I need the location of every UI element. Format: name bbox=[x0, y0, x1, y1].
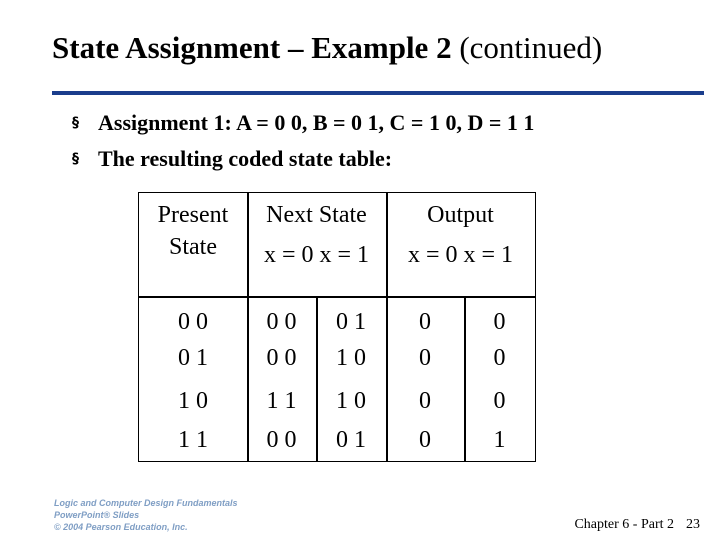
cell-present-state: 0 1 bbox=[178, 345, 208, 371]
cell-present-state: 0 0 bbox=[178, 309, 208, 335]
slide-footer bbox=[574, 517, 700, 533]
cell-next-x0: 0 0 bbox=[266, 309, 297, 335]
cell-next-x0: 0 0 bbox=[266, 345, 297, 371]
header-next-state: Next State bbox=[266, 202, 367, 228]
coded-state-table bbox=[138, 192, 536, 462]
cell-next-x1: 1 0 bbox=[336, 388, 366, 414]
bullet-icon: § bbox=[72, 151, 79, 167]
header-output: Output bbox=[427, 202, 494, 228]
cell-present-state: 1 0 bbox=[178, 388, 208, 414]
logo-line: PowerPoint® Slides bbox=[54, 510, 140, 520]
cell-next-x1: 1 0 bbox=[336, 345, 366, 371]
page-number: 23 bbox=[686, 517, 700, 532]
logo-line: © 2004 Pearson Education, Inc. bbox=[54, 522, 188, 532]
publisher-logo bbox=[54, 497, 238, 533]
cell-present-state: 1 1 bbox=[178, 427, 208, 453]
cell-next-x0: 1 1 bbox=[266, 388, 297, 414]
title-underline bbox=[52, 91, 704, 95]
bullet-table-intro bbox=[72, 146, 392, 172]
bullet-assignment bbox=[72, 110, 534, 136]
header-output-inputs: x = 0 x = 1 bbox=[407, 242, 514, 268]
cell-next-x1: 0 1 bbox=[336, 427, 366, 453]
chapter-label: Chapter 6 - Part 2 bbox=[574, 517, 674, 532]
cell-output-x0: 0 bbox=[419, 427, 431, 453]
header-present: Present bbox=[157, 202, 229, 228]
bullet-icon: § bbox=[72, 115, 79, 131]
slide-title bbox=[52, 30, 602, 66]
cell-output-x0: 0 bbox=[419, 388, 431, 414]
cell-output-x1: 0 bbox=[493, 309, 506, 335]
cell-next-x1: 0 1 bbox=[336, 309, 366, 335]
header-divider bbox=[139, 296, 535, 298]
cell-output-x1: 0 bbox=[493, 388, 506, 414]
cell-output-x1: 0 bbox=[493, 345, 506, 371]
header-next-inputs: x = 0 x = 1 bbox=[263, 242, 370, 268]
cell-next-x0: 0 0 bbox=[266, 427, 297, 453]
logo-line: Logic and Computer Design Fundamentals bbox=[54, 498, 238, 508]
title-continued: (continued) bbox=[451, 30, 603, 65]
bullet-text: Assignment 1: A = 0 0, B = 0 1, C = 1 0, D = 1 1 bbox=[98, 110, 535, 135]
header-present-state: State bbox=[169, 234, 217, 260]
bullet-text: The resulting coded state table: bbox=[98, 146, 393, 171]
cell-output-x1: 1 bbox=[493, 427, 506, 453]
cell-output-x0: 0 bbox=[419, 309, 431, 335]
title-main: State Assignment – Example 2 bbox=[52, 30, 452, 65]
cell-output-x0: 0 bbox=[419, 345, 431, 371]
